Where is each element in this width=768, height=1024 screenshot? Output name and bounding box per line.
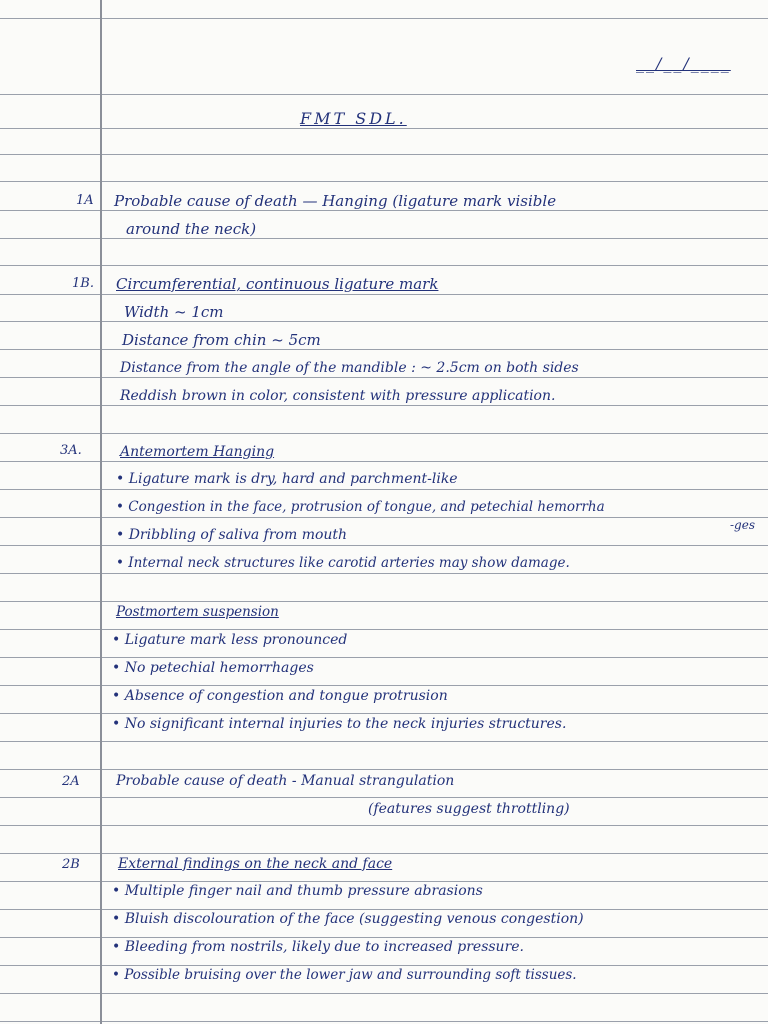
postmortem-bullet: • No significant internal injuries to the neck injuries structures.	[112, 716, 567, 732]
ruled-line	[0, 265, 768, 266]
ruled-line	[0, 377, 768, 378]
ruled-line	[0, 741, 768, 742]
section-label-1b: 1B.	[72, 276, 94, 291]
s2b-bullet: • Possible bruising over the lower jaw and surrounding soft tissues.	[112, 967, 577, 983]
s3a-wrap-text: -ges	[730, 518, 755, 532]
ruled-line	[0, 601, 768, 602]
ruled-line	[0, 1021, 768, 1022]
s3a-bullet: • Congestion in the face, protrusion of tongue, and petechial hemorrha	[116, 499, 605, 515]
ruled-line	[0, 181, 768, 182]
s3a-heading: Antemortem Hanging	[120, 444, 275, 460]
s3a-bullet: • Ligature mark is dry, hard and parchment-like	[116, 471, 458, 487]
s2a-line1: Probable cause of death - Manual strangulation	[116, 773, 455, 789]
s2a-line2: (features suggest throttling)	[368, 801, 570, 817]
s2b-bullet: • Bleeding from nostrils, likely due to increased pressure.	[112, 939, 525, 955]
ruled-line	[0, 573, 768, 574]
ruled-line	[0, 94, 768, 95]
ruled-line	[0, 489, 768, 490]
ruled-line	[0, 825, 768, 826]
ruled-line	[0, 18, 768, 19]
section-label-3a: 3A.	[60, 443, 82, 458]
s3a-bullet: • Internal neck structures like carotid arteries may show damage.	[116, 555, 570, 571]
section-label-2b: 2B	[62, 857, 80, 872]
ruled-line	[0, 853, 768, 854]
s1b-line: Distance from chin ~ 5cm	[122, 331, 321, 349]
s1b-line: Width ~ 1cm	[124, 303, 224, 321]
ruled-line	[0, 433, 768, 434]
ruled-line	[0, 238, 768, 239]
ruled-line	[0, 154, 768, 155]
ruled-line	[0, 405, 768, 406]
s3a-bullet: • Dribbling of saliva from mouth	[116, 527, 348, 543]
ruled-line	[0, 993, 768, 994]
postmortem-bullet: • Ligature mark less pronounced	[112, 632, 348, 648]
postmortem-bullet: • No petechial hemorrhages	[112, 660, 314, 676]
s1a-line1: Probable cause of death — Hanging (ligature mark visible	[114, 192, 557, 210]
ruled-line	[0, 657, 768, 658]
date-line: __/__/____	[636, 54, 731, 73]
ruled-line	[0, 349, 768, 350]
margin-line	[100, 0, 102, 1024]
s1b-line: Reddish brown in color, consistent with pressure application.	[120, 388, 556, 404]
ruled-line	[0, 210, 768, 211]
page-title: FMT SDL.	[300, 109, 407, 128]
s2b-bullet: • Bluish discolouration of the face (suggesting venous congestion)	[112, 911, 584, 927]
ruled-line	[0, 629, 768, 630]
ruled-line	[0, 128, 768, 129]
section-label-2a: 2A	[62, 774, 80, 789]
ruled-line	[0, 321, 768, 322]
ruled-line	[0, 545, 768, 546]
s1b-line: Distance from the angle of the mandible : ~ 2.5cm on both sides	[120, 360, 579, 376]
s1a-line2: around the neck)	[126, 220, 257, 238]
postmortem-bullet: • Absence of congestion and tongue protrusion	[112, 688, 448, 704]
ruled-line	[0, 461, 768, 462]
ruled-line	[0, 769, 768, 770]
s1b-heading: Circumferential, continuous ligature mark	[116, 275, 439, 293]
postmortem-heading: Postmortem suspension	[116, 604, 279, 620]
ruled-line	[0, 294, 768, 295]
ruled-line	[0, 685, 768, 686]
ruled-line	[0, 517, 768, 518]
s2b-bullet: • Multiple finger nail and thumb pressure abrasions	[112, 883, 483, 899]
ruled-line	[0, 713, 768, 714]
section-label-1a: 1A	[76, 193, 94, 208]
s2b-heading: External findings on the neck and face	[118, 856, 393, 872]
ruled-line	[0, 797, 768, 798]
